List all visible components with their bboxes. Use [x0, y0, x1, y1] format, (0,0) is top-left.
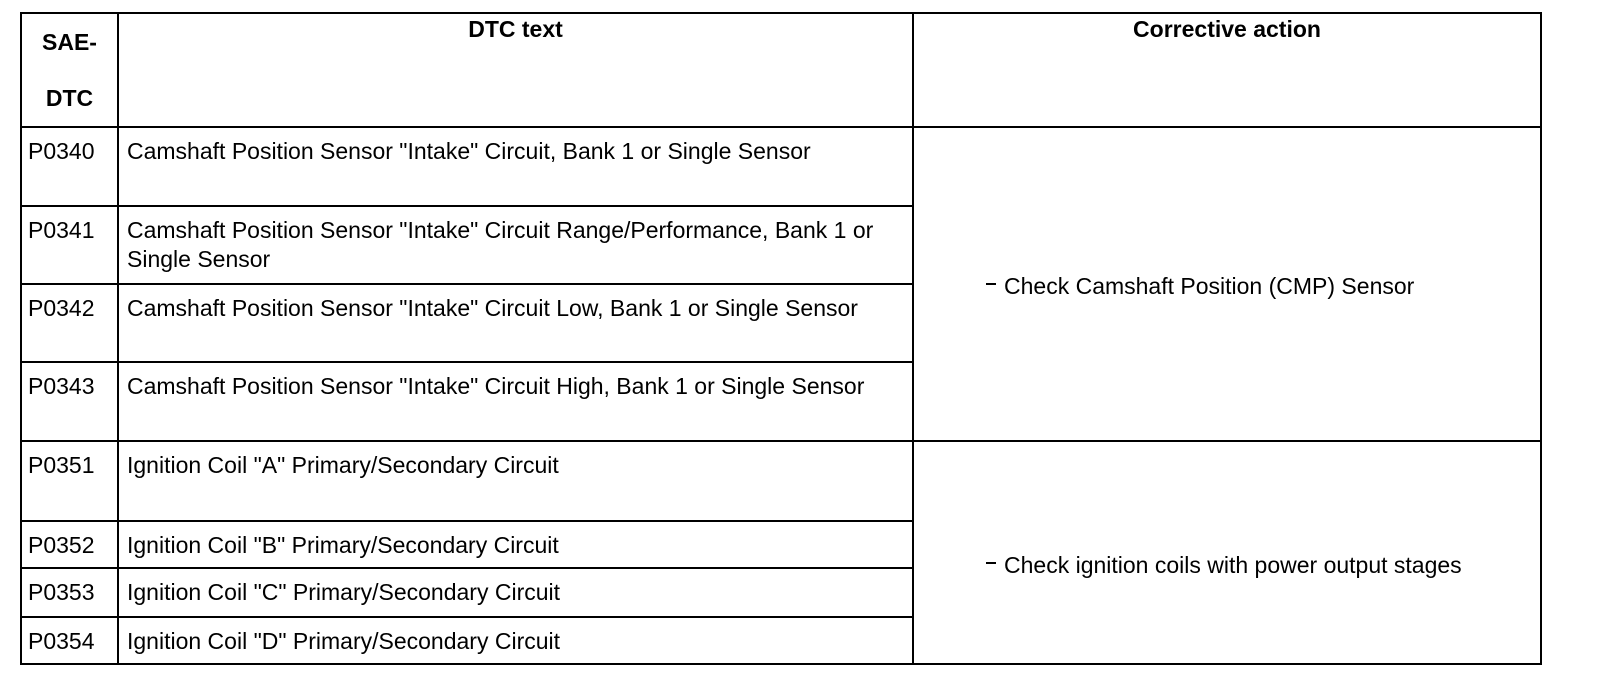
header-sae-dtc — [21, 13, 118, 127]
dtc-code: P0353 — [21, 568, 118, 617]
dash-bullet-icon — [986, 562, 996, 564]
dtc-description: Ignition Coil "B" Primary/Secondary Circuit — [118, 521, 913, 568]
action-item — [986, 271, 1520, 301]
dtc-code: P0343 — [21, 362, 118, 441]
header-corrective-action: Corrective action — [913, 13, 1541, 127]
dtc-description: Ignition Coil "C" Primary/Secondary Circuit — [118, 568, 913, 617]
dtc-description: Camshaft Position Sensor "Intake" Circuit Low, Bank 1 or Single Sensor — [118, 284, 913, 362]
corrective-action-camshaft — [913, 127, 1541, 441]
action-text: Check Camshaft Position (CMP) Sensor — [1004, 273, 1415, 299]
dtc-description: Camshaft Position Sensor "Intake" Circuit, Bank 1 or Single Sensor — [118, 127, 913, 206]
dtc-description: Ignition Coil "D" Primary/Secondary Circuit — [118, 617, 913, 664]
table-body — [21, 127, 1541, 664]
dtc-code: P0354 — [21, 617, 118, 664]
dtc-code: P0341 — [21, 206, 118, 284]
dtc-description: Camshaft Position Sensor "Intake" Circuit Range/Performance, Bank 1 or Single Sensor — [118, 206, 913, 284]
dtc-code: P0351 — [21, 441, 118, 521]
header-row — [21, 13, 1541, 127]
dtc-code: P0342 — [21, 284, 118, 362]
header-dtc-text: DTC text — [118, 13, 913, 127]
dtc-description: Ignition Coil "A" Primary/Secondary Circuit — [118, 441, 913, 521]
corrective-action-ignition — [913, 441, 1541, 664]
action-item — [986, 550, 1520, 580]
header-sae-label: SAE- — [42, 29, 97, 55]
dtc-code: P0340 — [21, 127, 118, 206]
table-row — [21, 441, 1541, 521]
dtc-code: P0352 — [21, 521, 118, 568]
action-text: Check ignition coils with power output stages — [1004, 551, 1462, 578]
dtc-table — [20, 12, 1542, 665]
dtc-description: Camshaft Position Sensor "Intake" Circuit High, Bank 1 or Single Sensor — [118, 362, 913, 441]
header-dtc-label: DTC — [45, 85, 94, 111]
table-header — [21, 13, 1541, 127]
table-row — [21, 127, 1541, 206]
dash-bullet-icon — [986, 283, 996, 285]
